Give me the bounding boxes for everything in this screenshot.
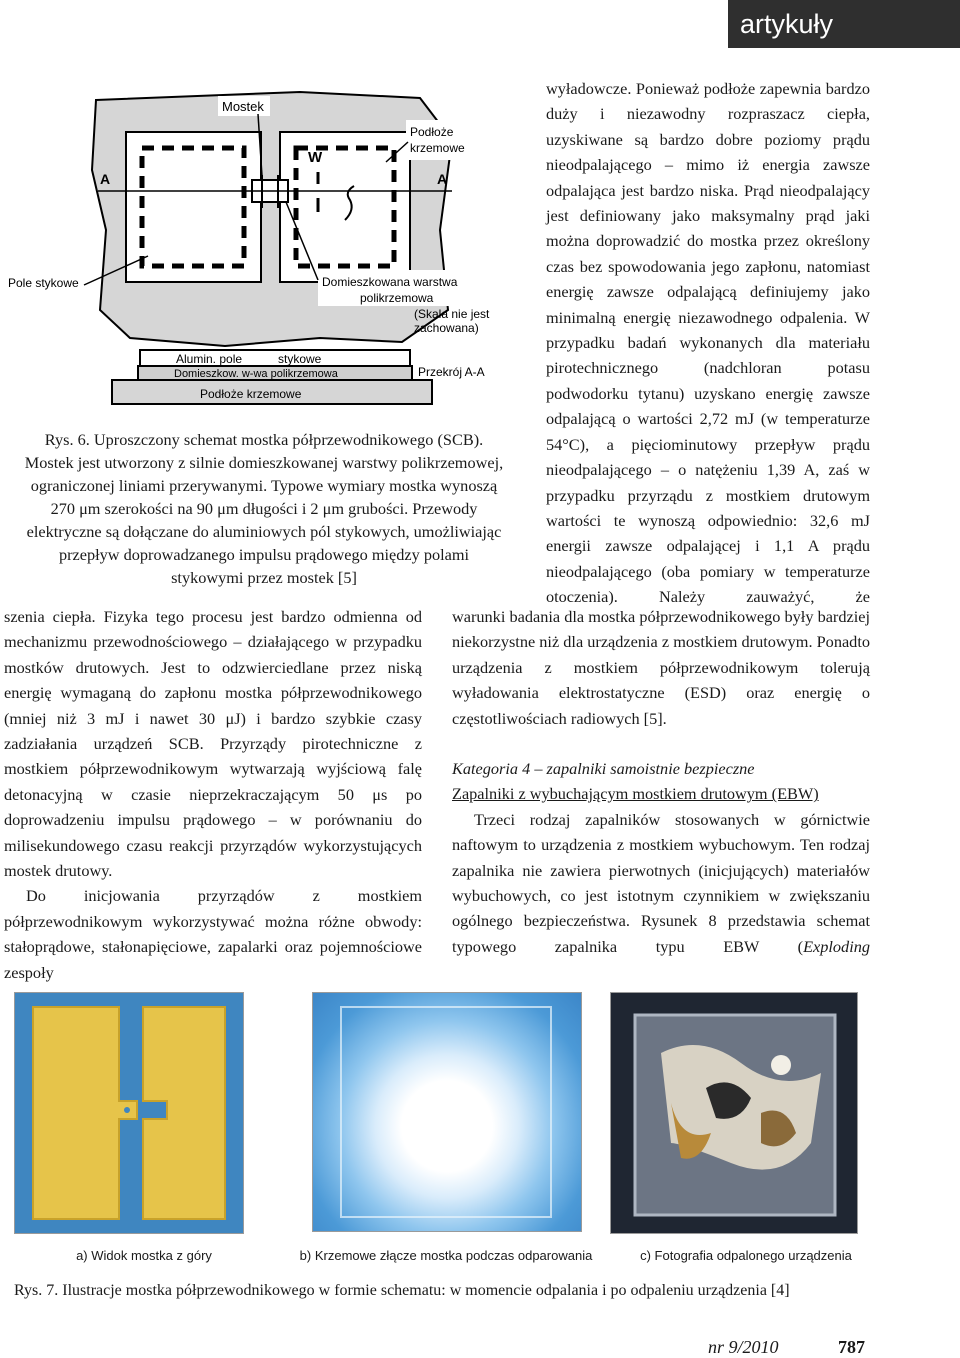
label-podloze-krzemowe: Podłoże krzemowe: [200, 387, 302, 401]
heading-category: Kategoria 4 – zapalniki samoistnie bezpieczne: [452, 759, 755, 779]
paragraph: [452, 807, 870, 959]
right-column-bottom: [452, 604, 870, 959]
left-column: [4, 604, 422, 985]
caption-line: Rys. 6. Uproszczony schemat mostka półprzewodnikowego (SCB).: [44, 430, 484, 449]
label-mostek: Mostek: [222, 99, 264, 114]
label-w: W: [308, 149, 323, 166]
paragraph-text: Trzeci rodzaj zapalników stosowanych w górnictwie naftowym to urządzenia z mostkiem wybuchowym. Ten rodzaj zapalnika nie zawiera pierwotnych (inicjujących) materiałów wybuchowych, co jest istotnym czynnikiem w zwiększaniu ogólnego bezpieczeństwa. Rysunek 8 przedstawia schemat typowego zapalnika typu EBW (: [452, 809, 870, 956]
label-alumin: Alumin. pole: [176, 352, 243, 366]
caption-line: stykowymi przez mostek [5]: [171, 568, 357, 587]
footer-issue: nr 9/2010: [708, 1337, 779, 1357]
figure-7c-subcaption: c) Fotografia odpalonego urządzenia: [640, 1248, 852, 1263]
figure-7b-image: [312, 992, 582, 1232]
caption-line: 270 μm szerokości na 90 μm długości i 2 μm grubości. Przewody: [50, 499, 478, 518]
figure-7c-image: [610, 992, 858, 1234]
heading-ebw: Zapalniki z wybuchającym mostkiem drutowym (EBW): [452, 784, 819, 804]
bridge-top-view: [15, 993, 243, 1233]
caption-line: elektryczne są dołączane do aluminiowych pól stykowych, umożliwiając: [26, 522, 502, 541]
label-domieszkowana-1: Domieszkowana warstwa: [322, 275, 458, 289]
paragraph-italic: Exploding: [803, 936, 870, 956]
label-skala-1: (Skala nie jest: [414, 307, 490, 321]
figure-7a-subcaption: a) Widok mostka z góry: [76, 1248, 212, 1263]
label-domieszkowana-2: polikrzemowa: [360, 291, 434, 305]
page-number: 787: [838, 1337, 865, 1357]
figure-7b-subcaption: b) Krzemowe złącze mostka podczas odparowania: [299, 1248, 593, 1263]
paragraph: szenia ciepła. Fizyka tego procesu jest bardzo odmienna od mechanizmu przewodnościowego – działającego w przypadku mostków drutowych. Jest to odzwierciedlane przez niską energię wymaganą do zapłonu mostka półprzewodnikowego (mniej niż 3 mJ i nawet 30 μJ) i bardzo szybkie czasy zadziałania urządzeń SCB. Przyrządy pirotechniczne z mostkiem półprzewodnikowym wytwarzają wyjściową falę detonacyjną w czasie nieprzekraczającym 50 μs po doprowadzeniu impulsu prądowego – w porównaniu do milisekundowego czasu reakcji przyrządów wykorzystujących mostek drutowy.: [4, 607, 422, 881]
caption-line: ograniczonej liniami przerywanymi. Typowe wymiary mostka wynoszą: [30, 476, 498, 495]
fired-device-photo: [611, 993, 857, 1233]
label-a-right: A: [437, 171, 448, 187]
caption-line: Mostek jest utworzony z silnie domieszkowanej warstwy polikrzemowej,: [24, 453, 504, 472]
label-podloze-2: krzemowe: [410, 141, 465, 155]
label-stykowe: stykowe: [278, 352, 322, 366]
caption-line: przepływ doprowadzanego impulsu prądowego między polami: [58, 545, 470, 564]
paragraph: Do inicjowania przyrządów z mostkiem półprzewodnikowym wykorzystywać można różne obwody: stałoprądowe, stałonapięciowe, zapalarki oraz pojemnościowe zespoły: [4, 886, 422, 982]
label-podloze-1: Podłoże: [410, 125, 454, 139]
right-column-top: [546, 76, 870, 610]
label-a-left: A: [100, 171, 111, 187]
label-pole-stykowe: Pole stykowe: [8, 276, 79, 290]
section-tag: artykuły: [728, 0, 960, 48]
figure-6-diagram: [0, 80, 490, 420]
paragraph: warunki badania dla mostka półprzewodnikowego były bardziej niekorzystne niż dla urządzenia z mostkiem drutowym. Ponadto urządzenia z mostkiem półprzewodnikowym tolerują wyładowania elektrostatyczne (ESD) oraz energię o częstotliwościach radiowych [5].: [452, 607, 870, 728]
label-przekroj: Przekrój A-A: [418, 365, 485, 379]
figure-7-caption: Rys. 7. Ilustracje mostka półprzewodnikowego w formie schematu: w momencie odpalania i po odpaleniu urządzenia [4]: [14, 1282, 790, 1299]
paragraph: wyładowcze. Ponieważ podłoże zapewnia bardzo duży i niezawodny rozpraszacz ciepła, uzyskiwane są bardzo dobre poziomy prądu nieodpalającego – mimo iż energia zawsze odpalająca jest bardzo niska. Prąd nieodpalający jest definiowany jako maksymalny prąd jaki można doprowadzić do mostka przez określony czas bez spowodowania jego zapłonu, natomiast energię zawsze odpalającą definiujemy jako minimalną energię niezawodnego odpalenia. W przypadku badań wykonanych dla materiału pirotechnicznego (nadchloran potasu podwodorku tytanu) uzyskano energię zawsze odpalającą o wartości 2,72 mJ (w temperaturze 54°C), a pięciominutowy przepływ prądu nieodpalającego – o natężeniu 1,39 A, zaś w przypadku przyrządu z mostkiem drutowym wartości te wynoszą odpowiednio: 32,6 mJ energii zawsze odpalającej i 1,1 A prądu nieodpalającego (oba pomiary w temperaturze otoczenia). Należy zauważyć, że: [546, 79, 870, 607]
scb-schematic: [0, 80, 490, 420]
label-skala-2: zachowana): [414, 321, 479, 335]
label-domieszkow: Domieszkow. w-wa polikrzemowa: [174, 368, 338, 380]
evaporation-flash: [313, 993, 581, 1231]
figure-7a-image: [14, 992, 244, 1234]
figure-6-caption: [0, 428, 528, 589]
